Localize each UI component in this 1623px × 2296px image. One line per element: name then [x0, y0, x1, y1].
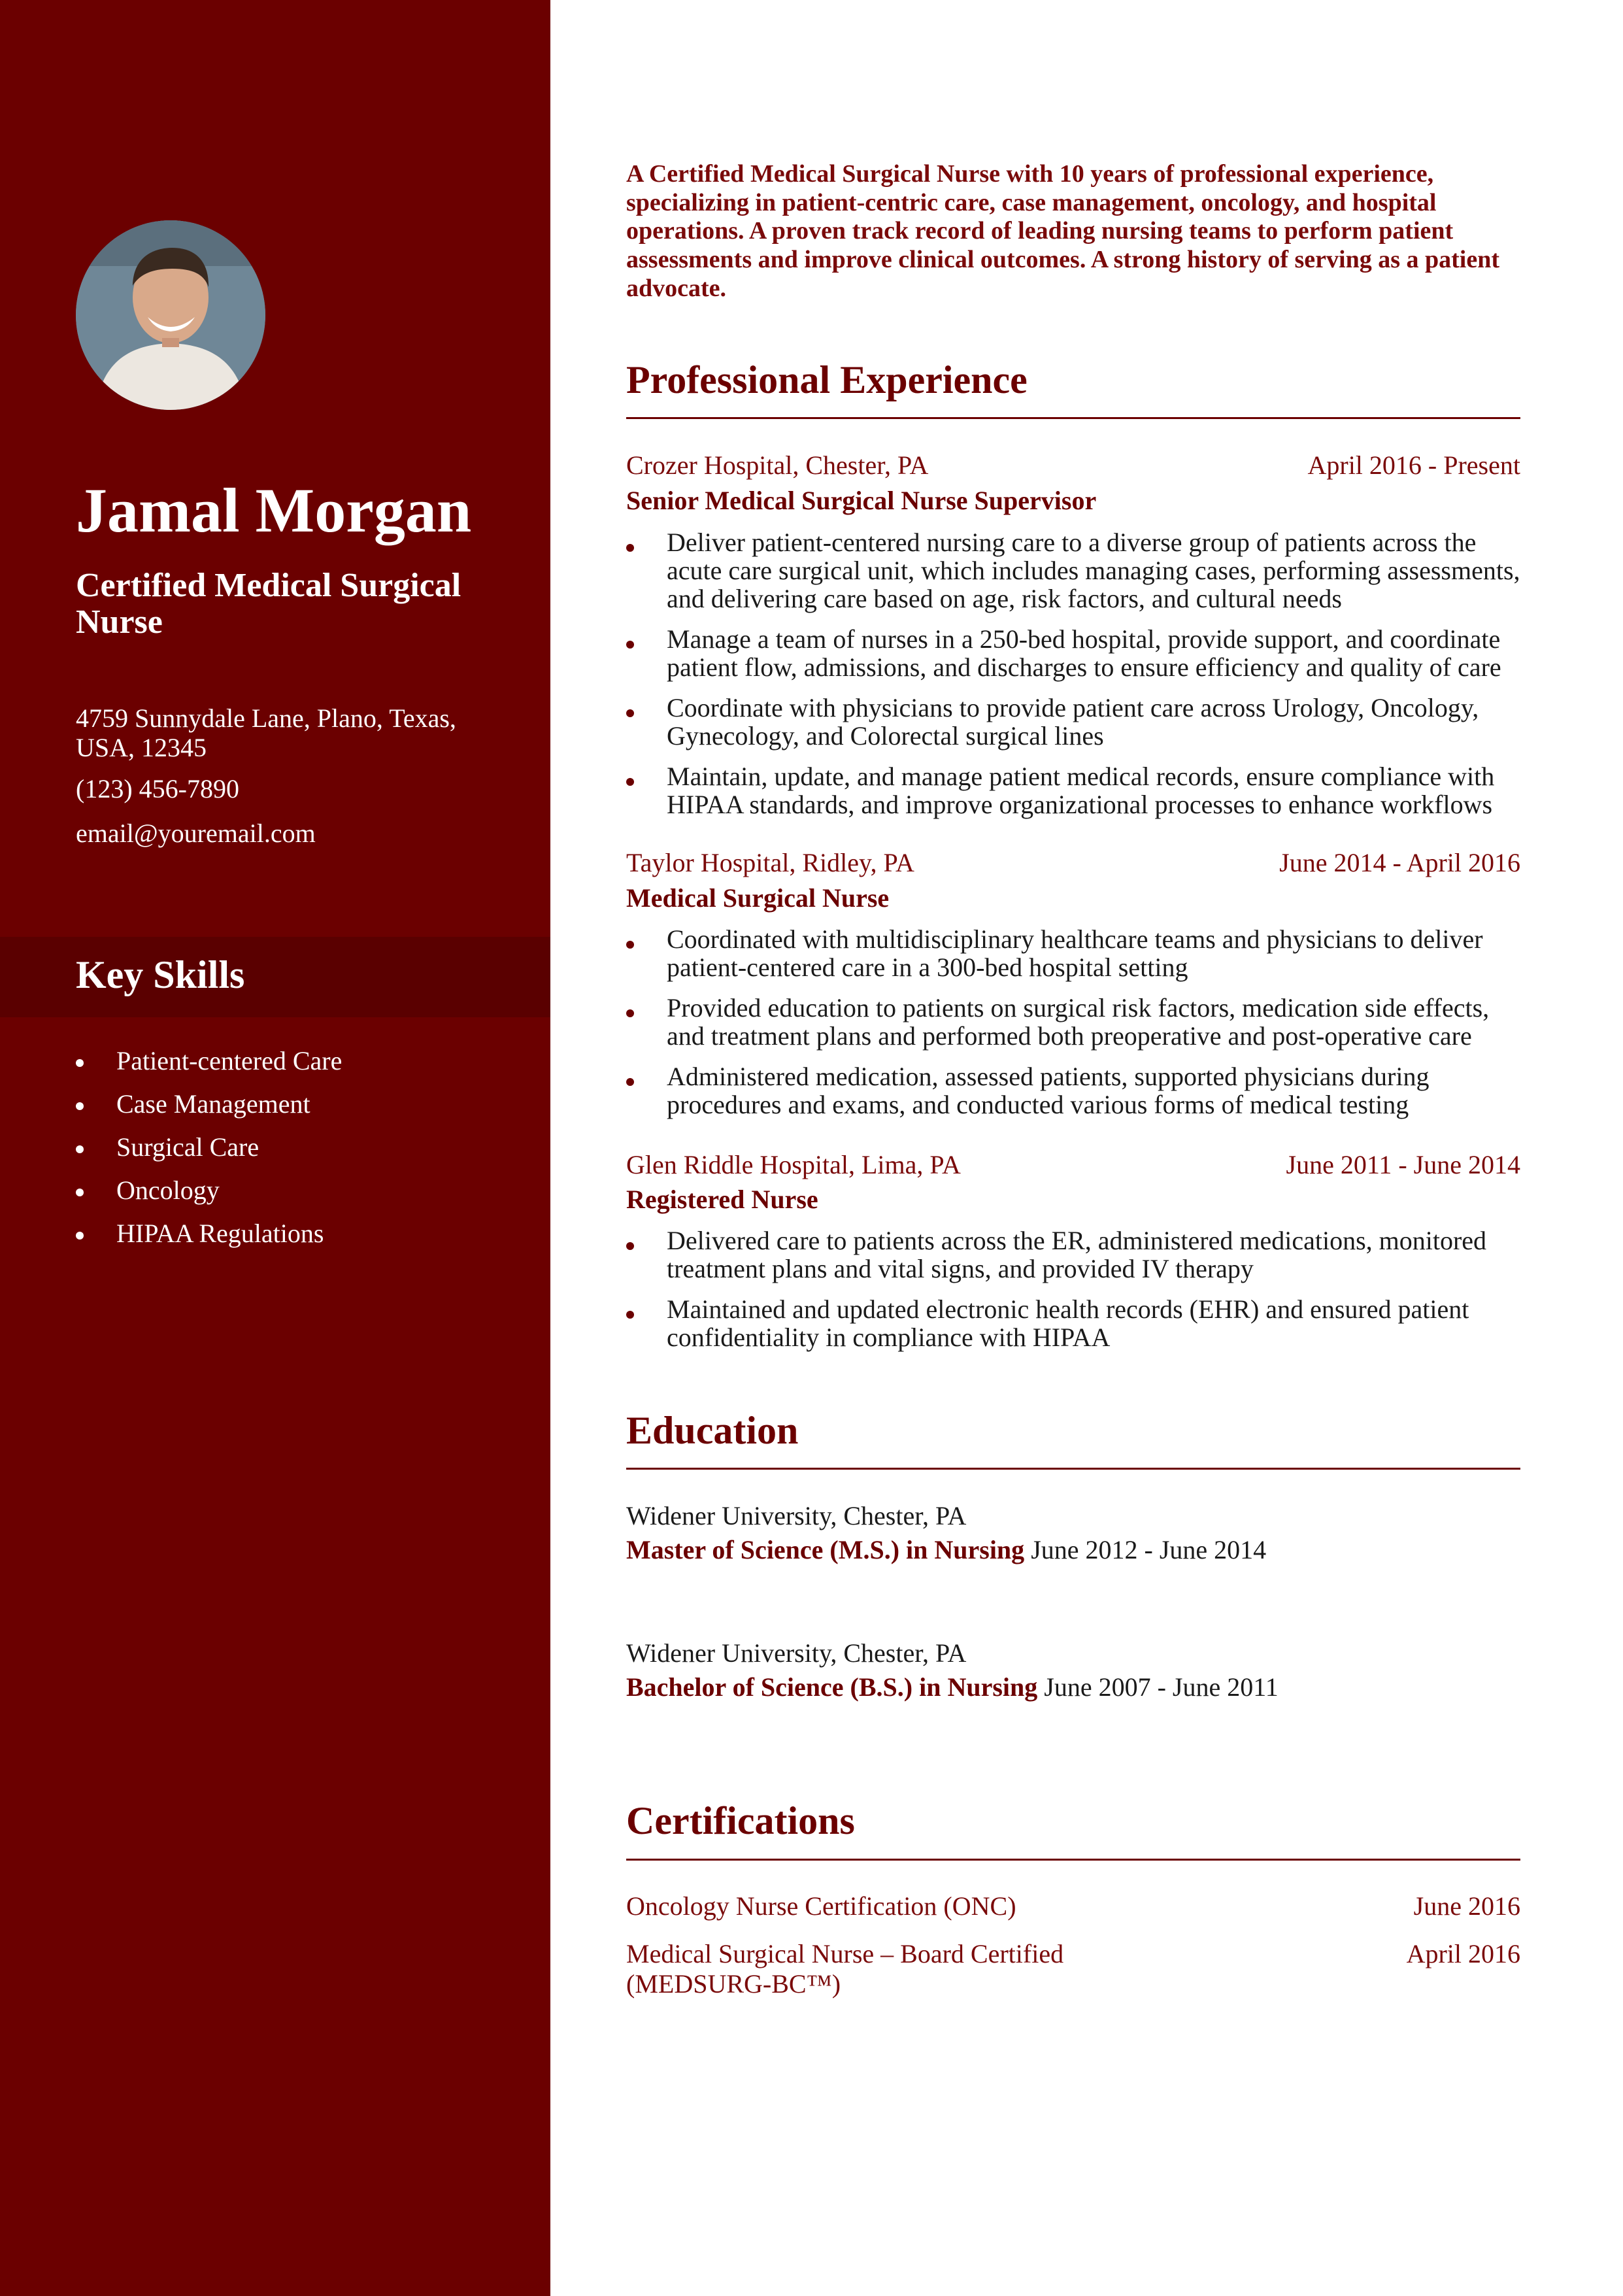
- skill-item: [76, 1083, 342, 1126]
- certifications-title: Certifications: [626, 1799, 855, 1842]
- job-role: Registered Nurse: [626, 1185, 818, 1214]
- cert-name: Oncology Nurse Certification (ONC): [626, 1891, 1016, 1921]
- edu-degree-line: [626, 1672, 1279, 1703]
- employer: Taylor Hospital, Ridley, PA: [626, 848, 914, 877]
- phone[interactable]: (123) 456-7890: [76, 774, 239, 803]
- sidebar: [0, 0, 550, 2296]
- list-item: [626, 925, 1520, 981]
- job-role: Senior Medical Surgical Nurse Supervisor: [626, 486, 1097, 515]
- bullet-text: Provided education to patients on surgical risk factors, medication side effects, and treatment plans and performed both preoperative and post-operative care: [667, 993, 1490, 1051]
- skills-title: Key Skills: [76, 953, 245, 996]
- skill-item: [76, 1169, 342, 1212]
- list-item: [626, 1062, 1520, 1119]
- skill-item: [76, 1039, 342, 1083]
- cert-date: April 2016: [1406, 1939, 1520, 1968]
- profile-summary: A Certified Medical Surgical Nurse with 10 years of professional experience, specializing in patient-centric care, case management, oncology, and hospital operations. A proven track record of leading nursing teams to perform patient assessments and improve clinical outcomes. A strong history of serving as a patient advocate.: [626, 160, 1499, 302]
- bullet-text: Coordinated with multidisciplinary healthcare teams and physicians to deliver patient-centered care in a 300-bed hospital setting: [667, 924, 1483, 982]
- bullet-text: Maintained and updated electronic health records (EHR) and ensured patient confidentiality in compliance with HIPAA: [667, 1294, 1469, 1352]
- bullet-icon: [76, 1145, 84, 1153]
- bullet-icon: [626, 778, 634, 786]
- edu-dates: June 2007 - June 2011: [1044, 1672, 1279, 1702]
- list-item: [626, 1226, 1520, 1283]
- bullet-icon: [76, 1232, 84, 1240]
- bullet-text: Coordinate with physicians to provide patient care across Urology, Oncology, Gynecology, and Colorectal surgical lines: [667, 693, 1479, 751]
- edu-dates: June 2012 - June 2014: [1031, 1535, 1267, 1564]
- job-dates: June 2014 - April 2016: [1279, 848, 1520, 877]
- edu-degree-line: [626, 1534, 1266, 1566]
- full-name: Jamal Morgan: [76, 475, 472, 545]
- edu-degree: Bachelor of Science (B.S.) in Nursing: [626, 1672, 1038, 1702]
- job-bullets: [626, 1226, 1520, 1364]
- job-dates: April 2016 - Present: [1307, 450, 1520, 480]
- list-item: [626, 694, 1520, 750]
- bullet-icon: [626, 709, 634, 717]
- bullet-icon: [626, 1078, 634, 1086]
- edu-school: Widener University, Chester, PA: [626, 1638, 967, 1668]
- bullet-icon: [626, 641, 634, 649]
- bullet-icon: [626, 1311, 634, 1319]
- skill-label: Surgical Care: [116, 1132, 259, 1162]
- job-bullets: [626, 528, 1520, 831]
- section-divider: [626, 1468, 1520, 1470]
- list-item: [626, 625, 1520, 681]
- skill-item: [76, 1126, 342, 1169]
- skills-list: [76, 1039, 342, 1255]
- section-divider: [626, 1859, 1520, 1861]
- job-bullets: [626, 925, 1520, 1131]
- cert-date: June 2016: [1413, 1891, 1520, 1921]
- employer: Crozer Hospital, Chester, PA: [626, 450, 929, 480]
- bullet-icon: [76, 1189, 84, 1196]
- skill-label: Oncology: [116, 1175, 220, 1205]
- skill-item: [76, 1212, 342, 1255]
- bullet-text: Maintain, update, and manage patient medical records, ensure compliance with HIPAA standards, and improve organizational processes to enhance workflows: [667, 762, 1495, 819]
- list-item: [626, 994, 1520, 1050]
- edu-school: Widener University, Chester, PA: [626, 1501, 967, 1530]
- section-divider: [626, 417, 1520, 419]
- job-dates: June 2011 - June 2014: [1286, 1150, 1520, 1179]
- bullet-text: Administered medication, assessed patients, supported physicians during procedures and exams, and conducted various forms of medical testing: [667, 1062, 1430, 1119]
- bullet-icon: [626, 544, 634, 552]
- bullet-text: Deliver patient-centered nursing care to a diverse group of patients across the acute care surgical unit, which includes managing cases, performing assessments, and delivering care based on age, risk factors, and cultural needs: [667, 528, 1520, 613]
- bullet-text: Manage a team of nurses in a 250-bed hospital, provide support, and coordinate patient flow, admissions, and discharges to ensure efficiency and quality of care: [667, 624, 1501, 682]
- job-role: Medical Surgical Nurse: [626, 883, 890, 913]
- skill-label: Patient-centered Care: [116, 1046, 343, 1075]
- list-item: [626, 528, 1520, 613]
- employer: Glen Riddle Hospital, Lima, PA: [626, 1150, 961, 1179]
- person-icon: [76, 220, 265, 410]
- skill-label: HIPAA Regulations: [116, 1219, 324, 1248]
- job-title: Certified Medical Surgical Nurse: [76, 567, 461, 641]
- experience-title: Professional Experience: [626, 358, 1028, 401]
- list-item: [626, 762, 1520, 819]
- bullet-icon: [626, 941, 634, 949]
- bullet-icon: [76, 1059, 84, 1067]
- bullet-icon: [76, 1102, 84, 1110]
- bullet-text: Delivered care to patients across the ER, administered medications, monitored treatment plans and vital signs, and provided IV therapy: [667, 1226, 1487, 1283]
- profile-photo: [76, 220, 265, 410]
- email[interactable]: email@youremail.com: [76, 819, 316, 848]
- education-title: Education: [626, 1409, 799, 1452]
- bullet-icon: [626, 1242, 634, 1250]
- skill-label: Case Management: [116, 1089, 310, 1119]
- cert-name: Medical Surgical Nurse – Board Certified (MEDSURG-BC™): [626, 1939, 1064, 1999]
- list-item: [626, 1295, 1520, 1351]
- address: 4759 Sunnydale Lane, Plano, Texas, USA, 12345: [76, 703, 456, 762]
- bullet-icon: [626, 1009, 634, 1017]
- edu-degree: Master of Science (M.S.) in Nursing: [626, 1535, 1025, 1564]
